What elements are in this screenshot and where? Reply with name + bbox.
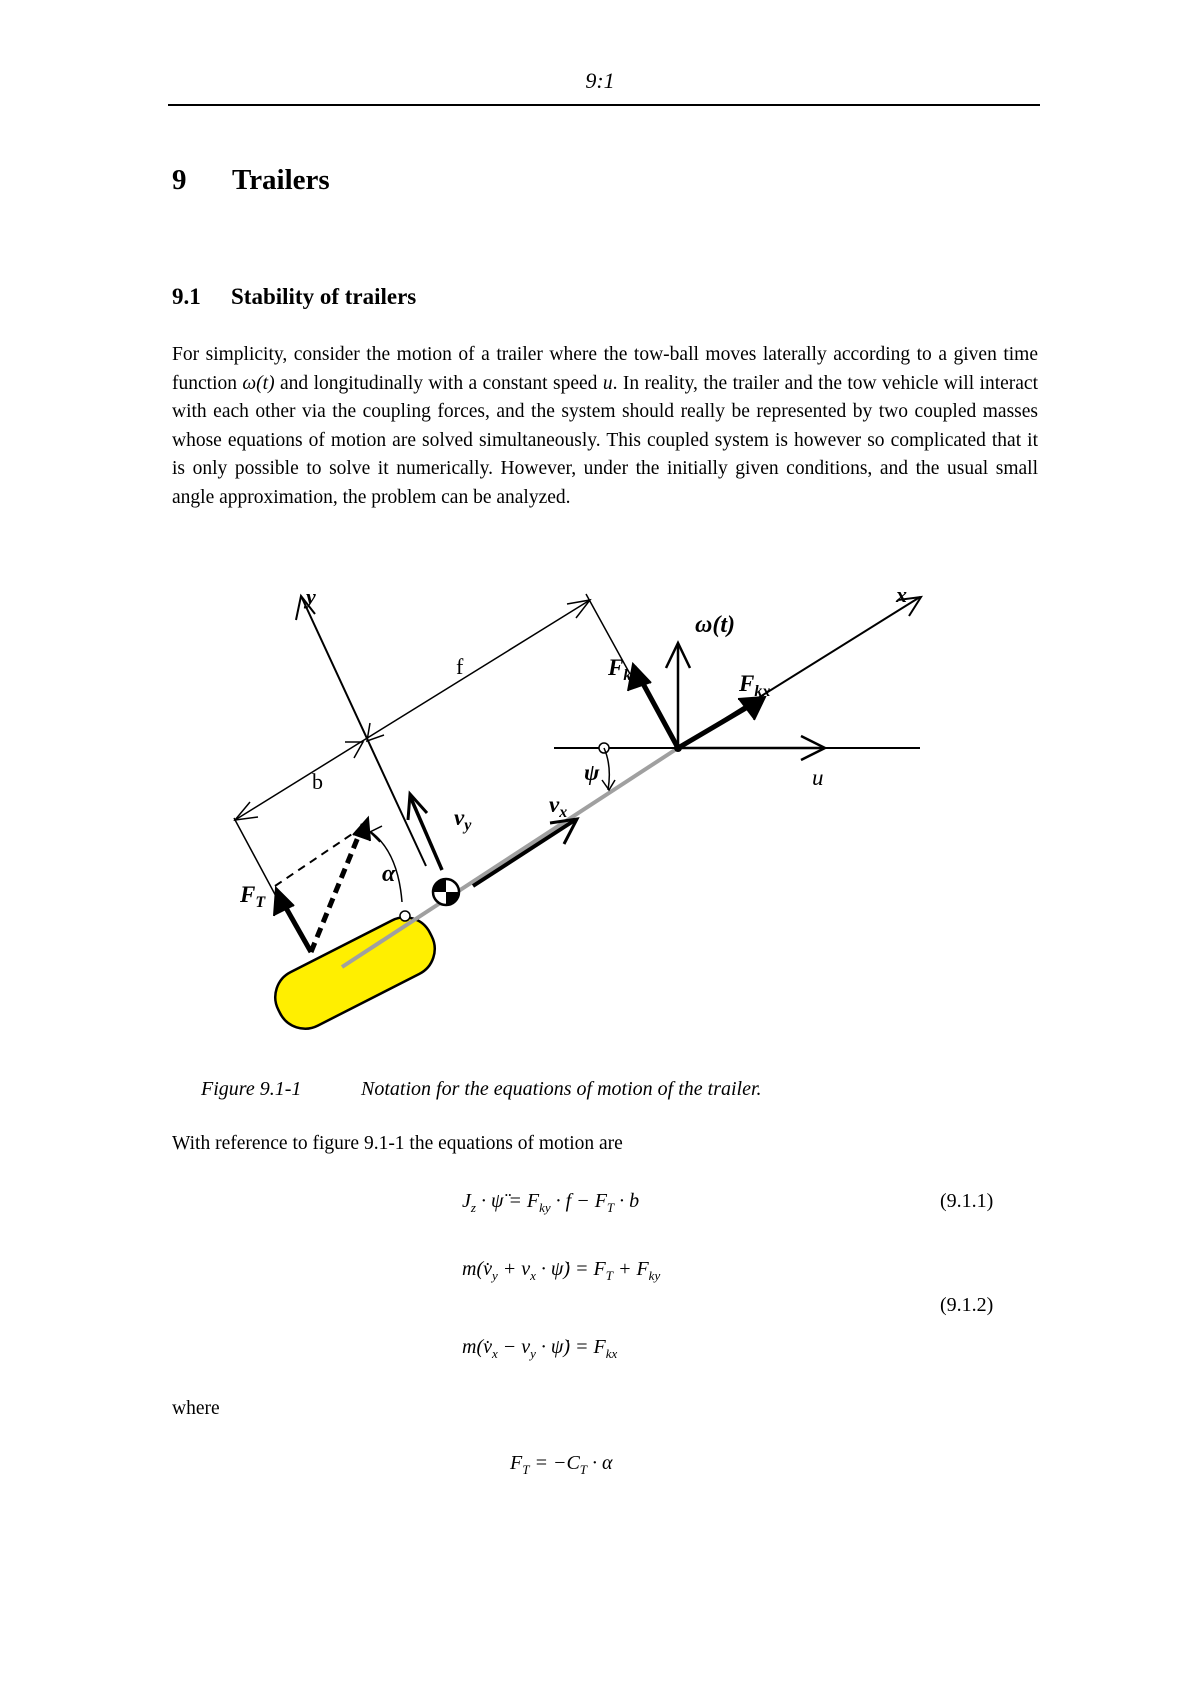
- intro-text-1: For simplicity, consider the motion of a trailer where the tow-ball moves laterally according to a given time function: [172, 344, 1038, 394]
- label-psi: ψ: [584, 760, 600, 785]
- label-vy: $v_y$: [454, 805, 472, 834]
- equation-ft: $F_T = -C_T \cdot \alpha$: [510, 1452, 613, 1477]
- label-fkx: $F_{kx}$: [739, 671, 771, 700]
- label-x: x: [896, 590, 907, 607]
- reference-paragraph: With reference to figure 9.1-1 the equations of motion are: [172, 1133, 623, 1154]
- page-number: 9:1: [585, 68, 615, 93]
- chapter-number: 9: [172, 164, 187, 196]
- vx-vector: [473, 820, 575, 886]
- equation-number-9-1-2: (9.1.2): [940, 1294, 994, 1316]
- equation-9-1-2b: $m(v̇_x - v_y$ · ψ̇) = $F_{kx}$: [462, 1336, 618, 1361]
- label-vx: $v_x$: [549, 792, 568, 821]
- equation-9-1-1: $J_z$ · ψ̈ = $F_{ky} \cdot f - F_T \cdot b$: [462, 1190, 640, 1215]
- label-fky: $F_{ky}$: [608, 655, 639, 684]
- label-y: y: [306, 590, 316, 609]
- header-rule: [168, 104, 1040, 106]
- dashed-resultant-arrowhead: [353, 818, 370, 841]
- intro-text-2: and longitudinally with a constant speed: [274, 372, 603, 394]
- trailer-notation-figure: [220, 590, 940, 1050]
- dim-arrow-mid-f: [367, 723, 384, 741]
- drawbar: [342, 748, 678, 967]
- chapter-title-text: Trailers: [232, 164, 330, 196]
- centre-of-mass-symbol: [433, 879, 459, 905]
- where-text: where: [172, 1398, 220, 1419]
- section-title-text: Stability of trailers: [231, 284, 417, 309]
- label-omega: ω(t): [695, 612, 736, 638]
- label-alpha: α: [382, 861, 396, 887]
- vy-vector: [410, 796, 442, 870]
- intro-paragraph: [172, 341, 1038, 512]
- equation-9-1-2a: $m(v̇_y + v_x$ · ψ̇) = $F_T + F_{ky}$: [462, 1258, 661, 1283]
- hitch-point: [400, 911, 410, 921]
- dashed-resultant: [311, 820, 365, 952]
- intro-text-3: . In reality, the trailer and the tow vehicle will interact with each other via the coupling forces, and the system should really be represented by two coupled masses whose equations of motion are solved simultaneously. This coupled system is however so complicated that it is only possible to solve it numerically. However, under the initially given conditions, and the usual small angle approximation, the problem can be analyzed.: [172, 372, 1038, 508]
- chapter-title: [172, 164, 330, 197]
- figure-caption-text: Notation for the equations of motion of the trailer.: [361, 1078, 762, 1100]
- figure-caption: [201, 1078, 762, 1101]
- section-title: [172, 284, 416, 310]
- figure-caption-label: Figure 9.1-1: [201, 1078, 302, 1100]
- trailer-body: [266, 908, 445, 1039]
- equation-number-9-1-1: (9.1.1): [940, 1190, 994, 1212]
- label-b: b: [312, 769, 323, 794]
- label-ft: $F_T$: [240, 882, 266, 911]
- label-f: f: [456, 654, 464, 679]
- dimension-line: [235, 600, 590, 820]
- section-number: 9.1: [172, 284, 201, 309]
- intro-math-u: u: [602, 372, 613, 394]
- tow-ball: [674, 744, 682, 752]
- label-u: u: [812, 765, 824, 790]
- intro-math-omega: ω(t): [242, 372, 275, 394]
